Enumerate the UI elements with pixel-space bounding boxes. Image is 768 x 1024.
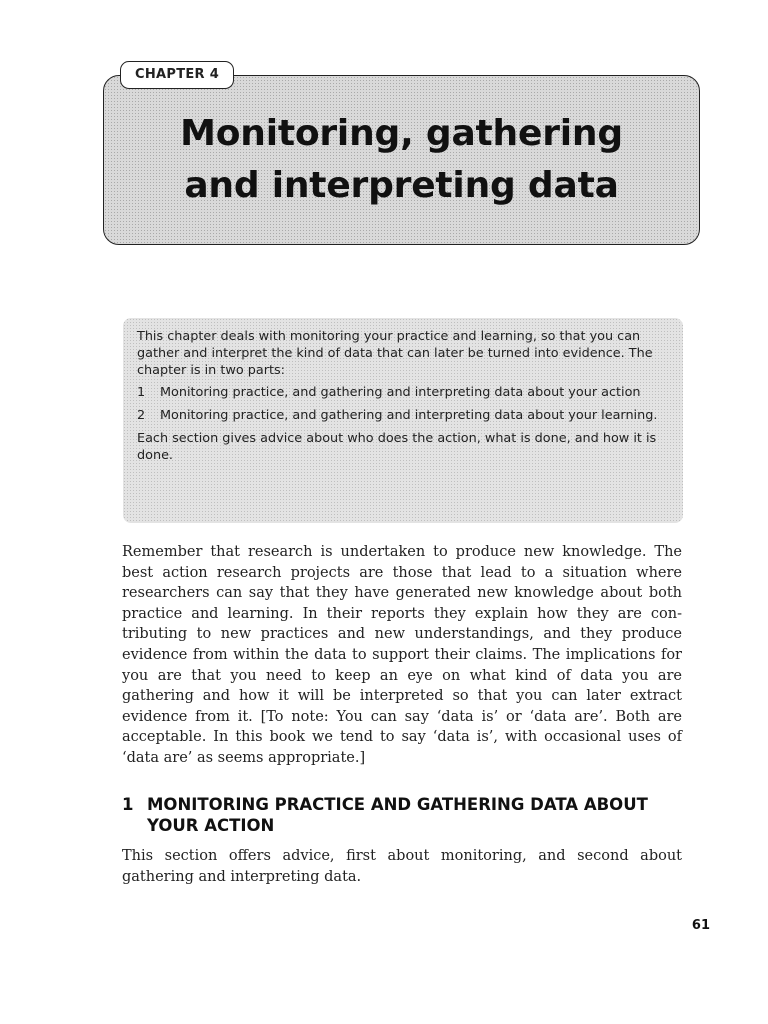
section-heading (122, 794, 682, 836)
chapter-intro-box (123, 318, 683, 523)
intro-list-item (137, 407, 669, 424)
intro-item-number: 2 (137, 408, 146, 423)
chapter-title-line-2: and interpreting data (184, 165, 619, 206)
section-number: 1 (122, 795, 134, 814)
intro-item-text: Monitoring practice, and gathering and interpreting data about your learning. (160, 408, 658, 423)
intro-item-text: Monitoring practice, and gathering and interpreting data about your action (160, 385, 641, 400)
intro-footer: Each section gives advice about who does the action, what is done, and how it is done. (137, 431, 657, 463)
body-paragraph: Remember that research is undertaken to produce new knowledge. The best action research projects are those that lead to a situation where researchers can say that they have generated new knowledge about both practice and learning. In their reports they explain how they are contributing to new practices and new understandings, and they produce evidence from within the data to support their claims. The implications for you are that you need to keep an eye on what kind of data you are gathering and how it will be interpreted so that you can later extract evidence from it. [To note: You can say ‘data is’ or ‘data are’. Both are acceptable. In this book we tend to say ‘data is’, with occasional uses of ‘data are’ as seems appropriate.] (122, 544, 682, 766)
intro-lead: This chapter deals with monitoring your practice and learning, so that you can gather and interpret the kind of data that can later be turned into evidence. The chapter is in two parts: (137, 329, 653, 378)
page-number: 61 (691, 918, 710, 933)
intro-list-item (137, 384, 669, 401)
intro-item-number: 1 (137, 385, 146, 400)
chapter-title-line-1: Monitoring, gathering (180, 113, 623, 154)
chapter-title (103, 108, 700, 212)
section-paragraph: This section offers advice, first about monitoring, and second about gathering and interpreting data. (122, 848, 682, 885)
section-heading-text: MONITORING PRACTICE AND GATHERING DATA ABOUT YOUR ACTION (147, 795, 648, 835)
intro-list (137, 384, 669, 424)
chapter-label: CHAPTER 4 (120, 61, 234, 89)
